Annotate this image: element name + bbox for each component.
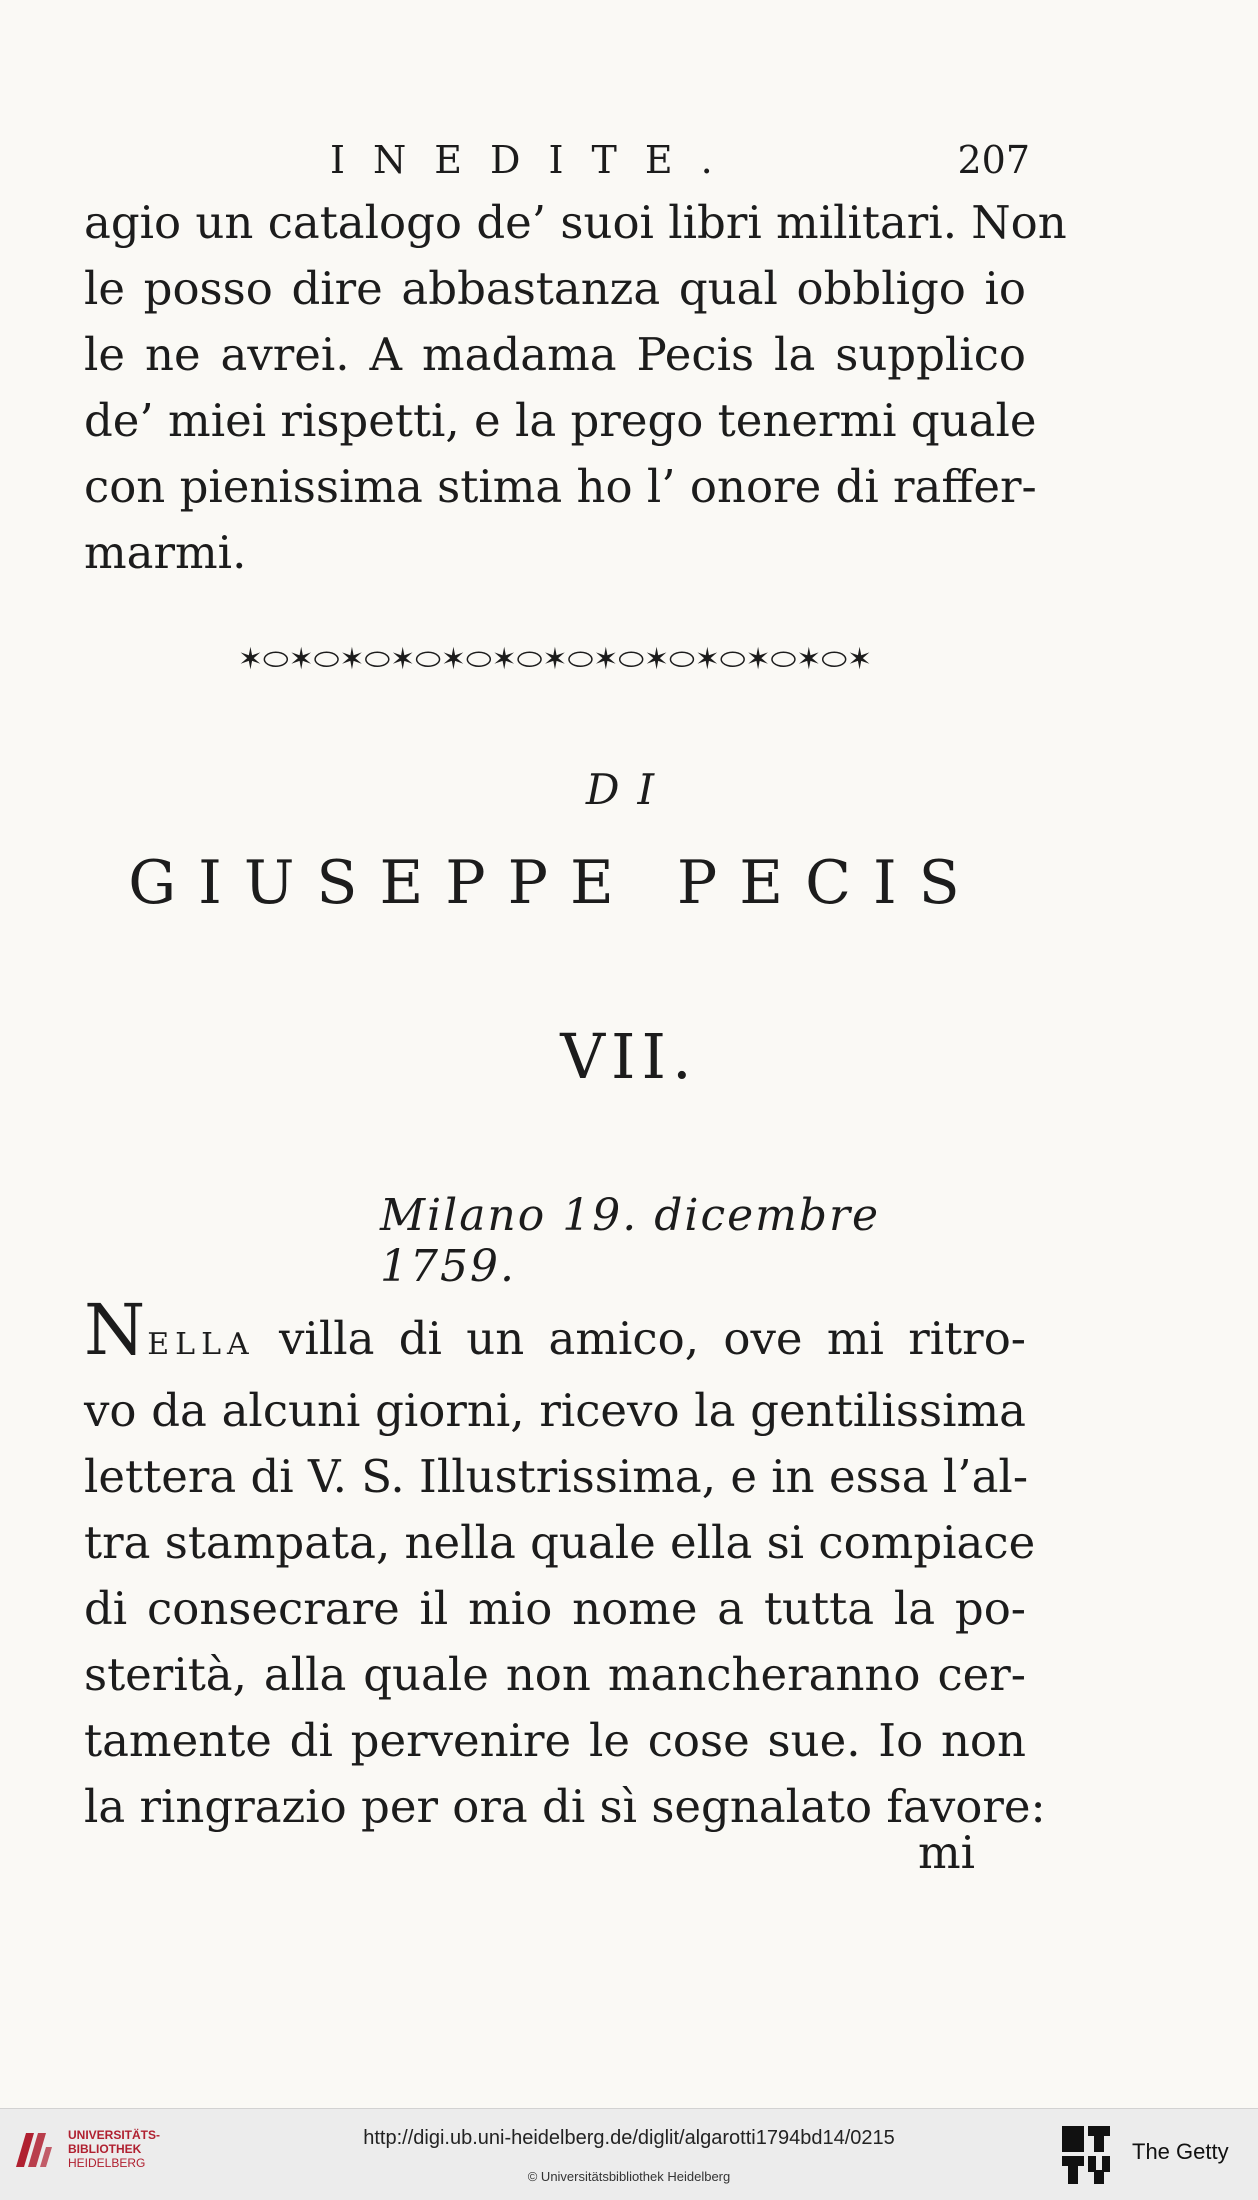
text-line: le posso dire abbastanza qual obbligo io [84, 262, 1026, 315]
getty-name[interactable]: The Getty [1132, 2139, 1229, 2164]
getty-logo-icon[interactable] [1060, 2124, 1112, 2186]
text-line: marmi. [84, 526, 247, 579]
letter-number: VII. [560, 1020, 698, 1093]
drop-cap: N [84, 1289, 148, 1371]
text-line: con pienissima stima ho l’ onore di raffer- [84, 460, 1037, 513]
text-line-first [84, 1289, 1026, 1378]
author-heading: GIUSEPPE PECIS [128, 848, 982, 918]
ornament-divider: ✶⬭✶⬭✶⬭✶⬭✶⬭✶⬭✶⬭✶⬭✶⬭✶⬭✶⬭✶⬭✶ [237, 642, 873, 677]
text-line: agio un catalogo de’ suoi libri militari. Non [84, 196, 1067, 249]
text-line: la ringrazio per ora di sì segnalato favore: [84, 1780, 1046, 1833]
text-line: vo da alcuni giorni, ricevo la gentilissima [84, 1384, 1026, 1437]
di-heading: DI [585, 765, 673, 814]
viewer-footer [0, 2108, 1258, 2200]
letter-body [84, 1289, 1046, 1840]
small-caps: ELLA [147, 1327, 255, 1362]
page-header [330, 138, 1030, 188]
copyright-notice: © Universitätsbibliothek Heidelberg [527, 2169, 731, 2184]
permalink-url[interactable]: http://digi.ub.uni-heidelberg.de/diglit/algarotti1794bd14/0215 [363, 2127, 895, 2149]
text-line: le ne avrei. A madama Pecis la supplico [84, 328, 1026, 381]
library-line: BIBLIOTHEK [68, 2142, 142, 2156]
library-line: UNIVERSITÄTS- [68, 2128, 161, 2142]
text-line: di consecrare il mio nome a tutta la po- [84, 1582, 1026, 1635]
top-paragraph [84, 190, 1067, 586]
page-number: 207 [957, 138, 1030, 182]
text-line: tra stampata, nella quale ella si compiace [84, 1516, 1036, 1569]
first-line-text: villa di un amico, ove mi ritro- [279, 1312, 1026, 1365]
dateline: Milano 19. dicembre 1759. [380, 1190, 881, 1292]
library-line: HEIDELBERG [68, 2156, 146, 2170]
text-line: sterità, alla quale non mancheranno cer- [84, 1648, 1026, 1701]
text-line: de’ miei rispetti, e la prego tenermi quale [84, 394, 1037, 447]
text-line: tamente di pervenire le cose sue. Io non [84, 1714, 1026, 1767]
catchword: mi [918, 1826, 976, 1879]
running-title: INEDITE. [330, 138, 741, 182]
text-line: lettera di V. S. Illustrissima, e in essa l’al- [84, 1450, 1029, 1503]
